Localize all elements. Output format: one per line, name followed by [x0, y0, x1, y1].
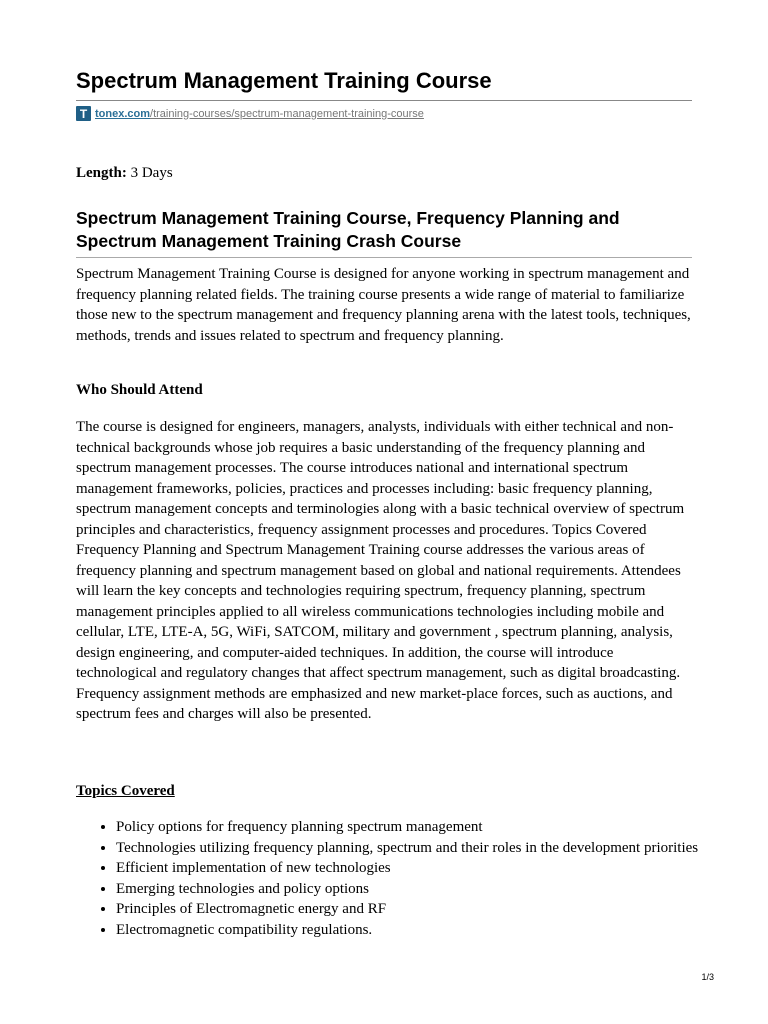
who-should-attend-paragraph: The course is designed for engineers, managers, analysts, individuals with either technical and non-technical backgrounds whose job requires a basic understanding of the frequency planning and spectrum management processes. The course introduces national and international spectrum management frameworks, policies, practices and processes including: basic frequency planning, spectrum management concepts and terminologies along with a basic technical overview of spectrum principles and characteristics, frequency assignment processes and procedures. Topics Covered Frequency Planning and Spectrum Management Training course addresses the various areas of frequency planning and spectrum management based on global and national requirements. Attendees will learn the key concepts and technologies requiring spectrum, frequency planning, spectrum management principles applied to all wireless communications technologies including mobile and cellular, LTE, LTE-A, 5G, WiFi, SATCOM, military and government , spectrum planning, analysis, design engineering, and computer-aided techniques. In addition, the course will introduce technological and regulatory changes that affect spectrum management, such as digital broadcasting. Frequency assignment methods are emphasized and new market-place forces, such as auctions, and spectrum fees and charges will also be presented.	[76, 419, 685, 722]
topics-covered-heading: Topics Covered	[76, 783, 175, 799]
title-divider	[76, 100, 692, 101]
list-item: • Policy options for frequency planning spectrum management	[116, 817, 736, 838]
list-item: • Emerging technologies and policy options	[116, 879, 736, 900]
source-path-link[interactable]: /training-courses/spectrum-management-training-course	[150, 107, 424, 120]
length-label: Length:	[76, 165, 127, 181]
list-item: • Principles of Electromagnetic energy and RF	[116, 899, 736, 920]
source-link-row[interactable]	[76, 106, 424, 121]
page-title: Spectrum Management Training Course	[76, 68, 492, 93]
subtitle-divider	[76, 257, 692, 258]
list-item: • Electromagnetic compatibility regulations.	[116, 920, 736, 941]
section-subtitle: Spectrum Management Training Course, Frequency Planning and Spectrum Management Training Crash Course	[76, 208, 620, 251]
intro-paragraph: Spectrum Management Training Course is designed for anyone working in spectrum management and frequency planning related fields. The training course presents a wide range of material to familiarize those new to the spectrum management and frequency planning arena with the latest tools, techniques, methods, trends and issues related to spectrum and frequency planning.	[76, 266, 691, 344]
source-domain-link[interactable]: tonex.com	[95, 107, 151, 120]
course-length	[76, 165, 173, 182]
topics-list	[76, 817, 736, 940]
list-item: • Technologies utilizing frequency planning, spectrum and their roles in the development priorities	[116, 838, 736, 859]
length-value: 3 Days	[126, 165, 173, 181]
tonex-favicon-icon: T	[76, 106, 91, 121]
page-number: 1/3	[701, 972, 714, 982]
list-item: • Efficient implementation of new technologies	[116, 858, 736, 879]
who-should-attend-heading: Who Should Attend	[76, 382, 203, 398]
